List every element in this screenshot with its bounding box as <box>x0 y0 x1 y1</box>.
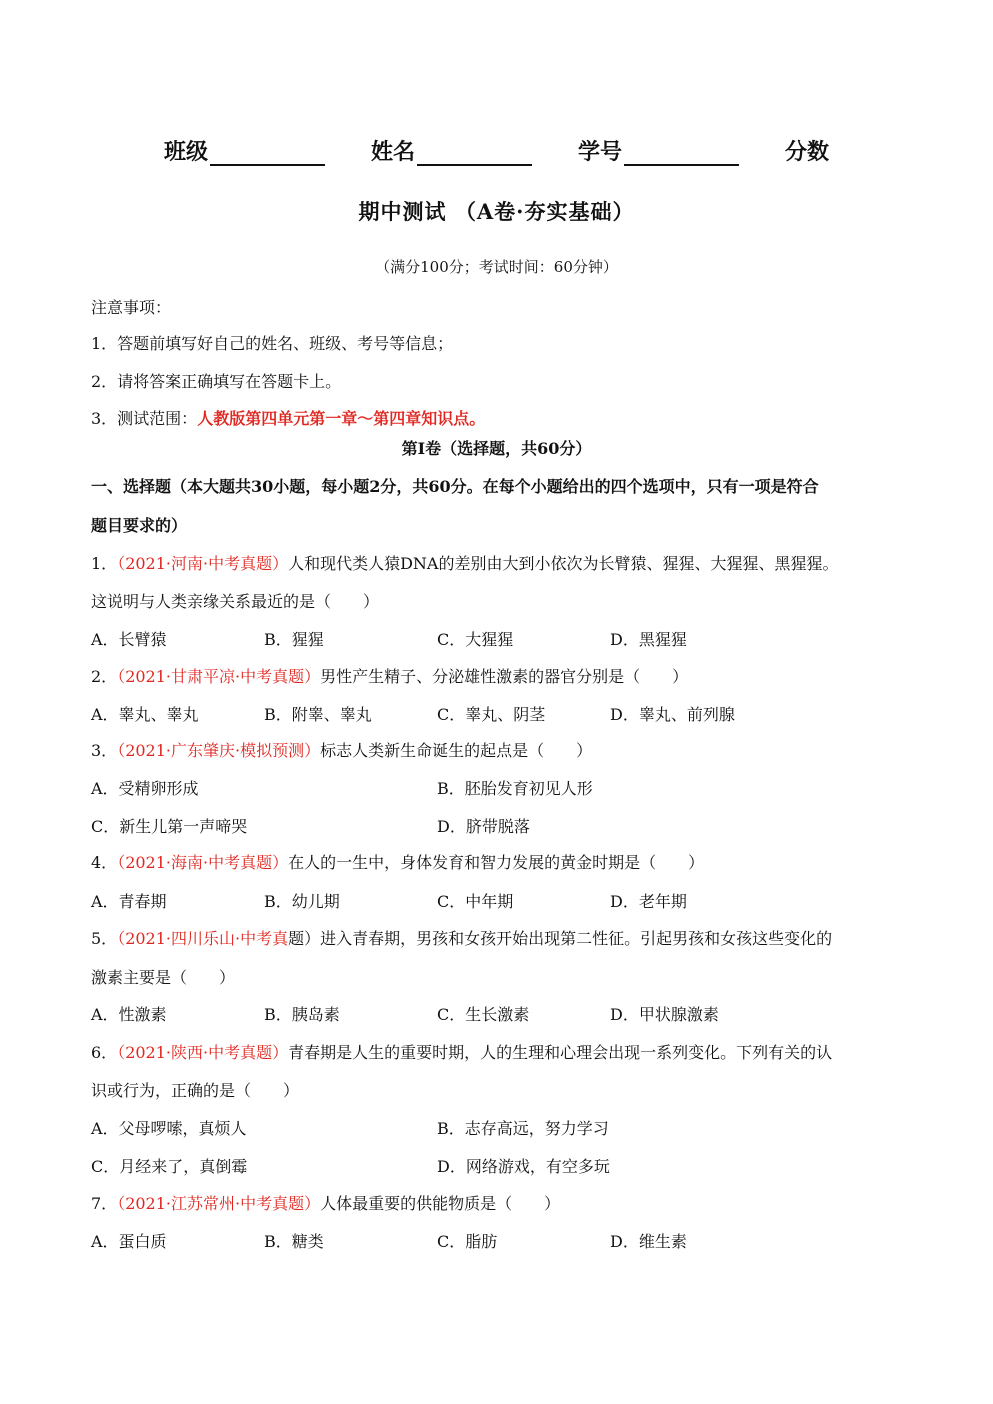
question-text: 进入青春期，男孩和女孩开始出现第二性征。引起男孩和女孩这些变化的 <box>320 929 833 948</box>
question-source: （2021·海南·中考真题） <box>117 853 289 872</box>
question-6 <box>91 1040 832 1063</box>
name-blank[interactable] <box>417 140 532 166</box>
question-number: 6． <box>91 1043 118 1062</box>
q5-option-d[interactable]: D．甲状腺激素 <box>610 1005 719 1024</box>
question-5 <box>91 926 832 949</box>
question-source: （2021·河南·中考真题） <box>117 554 289 573</box>
class-field <box>164 135 325 166</box>
question-3 <box>91 738 592 761</box>
question-number: 7． <box>91 1194 118 1213</box>
q5-option-b[interactable]: B．胰岛素 <box>264 1005 340 1024</box>
notes-heading: 注意事项： <box>91 298 172 317</box>
name-label: 姓名 <box>370 140 415 165</box>
question-text: 人体最重要的供能物质是（ ） <box>320 1194 561 1213</box>
score-field <box>785 135 829 166</box>
section-instruction-2: 题目要求的） <box>91 516 188 535</box>
question-text: 标志人类新生命诞生的起点是（ ） <box>320 741 593 760</box>
id-field <box>578 135 739 166</box>
note-item-2: 2．请将答案正确填写在答题卡上。 <box>91 372 342 391</box>
q6-option-c[interactable]: C．月经来了，真倒霉 <box>91 1157 248 1176</box>
exam-title: 期中测试 （A卷·夯实基础） <box>358 199 635 224</box>
q5-option-c[interactable]: C．生长激素 <box>437 1005 530 1024</box>
class-blank[interactable] <box>210 140 325 166</box>
question-number: 1． <box>91 554 118 573</box>
student-info-line <box>0 130 993 166</box>
question-text: 男性产生精子、分泌雄性激素的器官分别是（ ） <box>320 667 689 686</box>
q3-option-d[interactable]: D．脐带脱落 <box>437 817 530 836</box>
score-label: 分数 <box>785 140 830 165</box>
question-number: 5． <box>91 929 118 948</box>
q7-option-a[interactable]: A．蛋白质 <box>91 1232 167 1251</box>
question-2 <box>91 664 688 687</box>
question-source: （2021·江苏常州·中考真题） <box>117 1194 321 1213</box>
q5-option-a[interactable]: A．性激素 <box>91 1005 167 1024</box>
q2-option-a[interactable]: A．睾丸、睾丸 <box>91 705 199 724</box>
q6-option-a[interactable]: A．父母啰嗦，真烦人 <box>91 1119 247 1138</box>
note-item-3 <box>91 406 485 429</box>
question-source: （2021·四川乐山·中考真 <box>117 929 289 948</box>
question-1-text-cont: 这说明与人类亲缘关系最近的是（ ） <box>91 592 380 611</box>
question-6-text-cont: 识或行为，正确的是（ ） <box>91 1081 300 1100</box>
q4-option-d[interactable]: D．老年期 <box>610 892 687 911</box>
q3-option-c[interactable]: C．新生儿第一声啼哭 <box>91 817 248 836</box>
section-instruction-1: 一、选择题（本大题共30小题，每小题2分，共60分。在每个小题给出的四个选项中，只有一项是符合 <box>91 477 819 496</box>
q4-option-b[interactable]: B．幼儿期 <box>264 892 340 911</box>
question-number: 4． <box>91 853 118 872</box>
question-text: 人和现代类人猿DNA的差别由大到小依次为长臂猿、猩猩、大猩猩、黑猩猩。 <box>288 554 839 573</box>
id-label: 学号 <box>578 140 623 165</box>
question-1 <box>91 551 838 574</box>
class-label: 班级 <box>163 140 208 165</box>
q7-option-b[interactable]: B．糖类 <box>264 1232 324 1251</box>
question-number: 3． <box>91 741 118 760</box>
scope-value: 人教版第四单元第一章～第四章知识点。 <box>197 409 486 428</box>
q4-option-a[interactable]: A．青春期 <box>91 892 167 911</box>
q1-option-c[interactable]: C．大猩猩 <box>437 630 514 649</box>
q6-option-d[interactable]: D．网络游戏，有空多玩 <box>437 1157 610 1176</box>
q3-option-a[interactable]: A．受精卵形成 <box>91 779 199 798</box>
q6-option-b[interactable]: B．志存高远，努力学习 <box>437 1119 609 1138</box>
id-blank[interactable] <box>624 140 739 166</box>
q1-option-b[interactable]: B．猩猩 <box>264 630 324 649</box>
q7-option-d[interactable]: D．维生素 <box>610 1232 687 1251</box>
q2-option-d[interactable]: D．睾丸、前列腺 <box>610 705 735 724</box>
question-7 <box>91 1191 560 1214</box>
name-field <box>371 135 532 166</box>
q2-option-c[interactable]: C．睾丸、阴茎 <box>437 705 546 724</box>
question-number: 2． <box>91 667 118 686</box>
exam-subtitle: （满分100分；考试时间：60分钟） <box>375 258 618 276</box>
question-source: （2021·广东肇庆·模拟预测） <box>117 741 321 760</box>
scope-prefix: 3．测试范围： <box>91 409 198 428</box>
question-5-text-cont: 激素主要是（ ） <box>91 968 236 987</box>
volume-title: 第Ⅰ卷（选择题，共60分） <box>401 439 592 458</box>
q4-option-c[interactable]: C．中年期 <box>437 892 514 911</box>
question-text: 青春期是人生的重要时期，人的生理和心理会出现一系列变化。下列有关的认 <box>288 1043 833 1062</box>
note-item-1: 1．答题前填写好自己的姓名、班级、考号等信息； <box>91 334 454 353</box>
q2-option-b[interactable]: B．附睾、睾丸 <box>264 705 372 724</box>
question-source: （2021·甘肃平凉·中考真题） <box>117 667 321 686</box>
q1-option-d[interactable]: D．黑猩猩 <box>610 630 687 649</box>
q7-option-c[interactable]: C．脂肪 <box>437 1232 498 1251</box>
question-source-tail: 题） <box>288 929 321 948</box>
q3-option-b[interactable]: B．胚胎发育初见人形 <box>437 779 593 798</box>
question-source: （2021·陕西·中考真题） <box>117 1043 289 1062</box>
question-4 <box>91 850 704 873</box>
question-text: 在人的一生中，身体发育和智力发展的黄金时期是（ ） <box>288 853 705 872</box>
q1-option-a[interactable]: A．长臂猿 <box>91 630 167 649</box>
